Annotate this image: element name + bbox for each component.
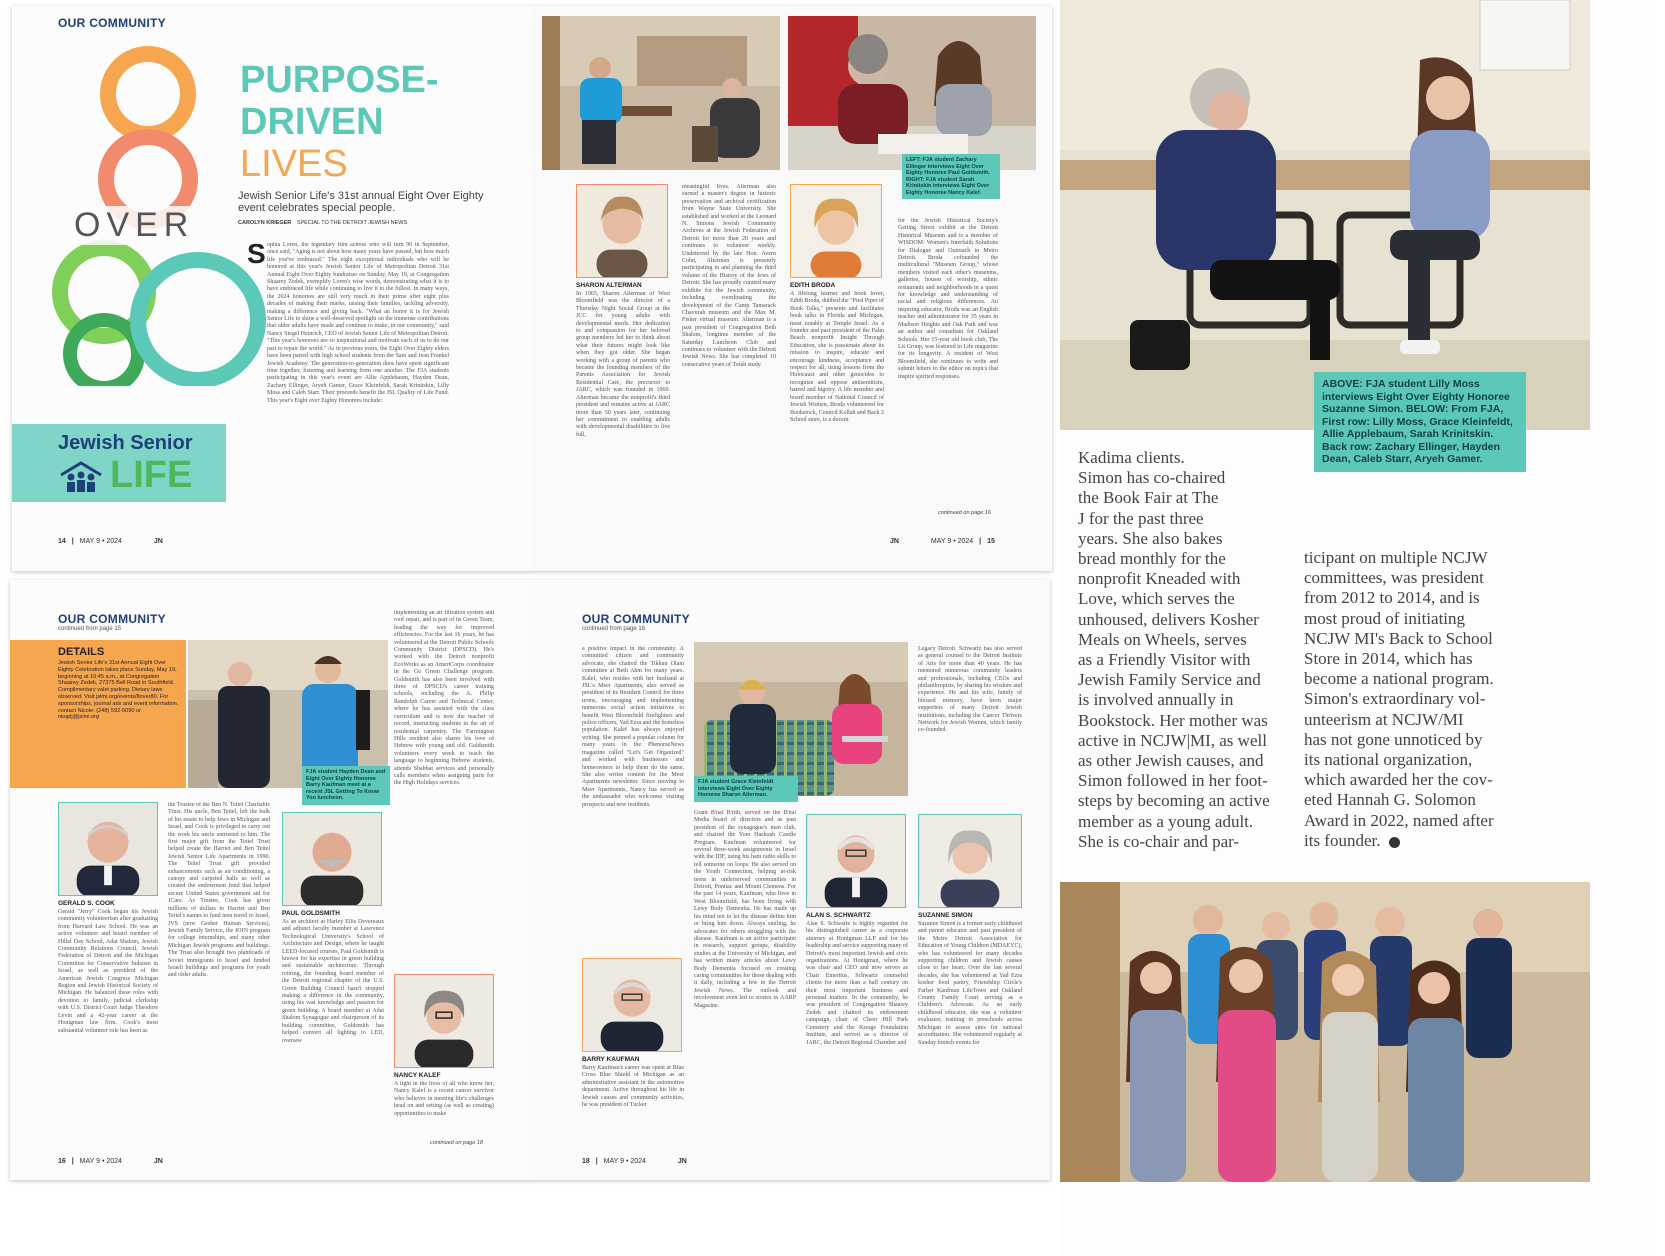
- folio-date: MAY 9 • 2024: [79, 1158, 122, 1165]
- bio-paul-col2: implementing an air filtration system and roof repair, and is part of its Green Team, leading the way for improved efficiencies. For the last 16 years, he has volunteered at the Detroit Public Schools Community District (DPSCD). He's worked with the Detroit nonprofit EcoWorks as an AmeriCorps coordinator in the Go Green Challenge program. Goldsmith has also been involved with three of DPSCD's career training schools, including the A. Philip Randolph Career and Technical Center, where he has assisted with the class curriculum and is now the teacher of record, instructing students in the art of residential carpentry. The Farmington Hills resident also shares his love of Hebrew with young and old. Goldsmith volunteers every week to teach the language to beginning Hebrew students, attends Shabbat services and personally calls members when assigning parts for the High Holidays services.: [394, 610, 494, 787]
- byline: [238, 220, 407, 226]
- left-col-line: as other Jewish causes, and: [1078, 751, 1264, 771]
- page-15: [532, 6, 1052, 571]
- continued-from: continued from page 15: [58, 626, 122, 632]
- right-col-line: its founder.: [1304, 830, 1381, 850]
- photo-caption-above-below: ABOVE: FJA student Lilly Moss interviews Eight Over Eighty Honoree Suzanne Simon. BELOW: From FJA, First row: Lilly Moss, Grace Kleinfeldt, Allie Applebaum, Sarah Krinitskin. Back row: Zachary Ellinger, Hayden Dean, Caleb Starr, Aryeh Gamer.: [1314, 372, 1526, 472]
- bio-alan-col2: Legacy Detroit. Schwartz has also served as general counsel to the Detroit Institute of Arts for more than 40 years. He has mentored numerous community leaders and professionals, including CEOs and philanthropists, by sharing his wisdom and experience. He and his wife, family of blessed memory, have been major supporters of many Detroit Jewish institutions, including the Cancer Thrivers Network for Jewish Women, which family co-founded.: [918, 646, 1022, 734]
- spread-pages-16-18: [10, 580, 1050, 1180]
- bio-nancy-col2: a positive impact in the community. A committed citizen and community advocate, she chaired the Tikkun Olam committee at Beth Ahm for many years. Kalef, who resides with her husband at JSL's Meer Apartments, also served as president of its Resident Council for three terms, encouraging and implementing numerous social action initiatives to benefit West Bloomfield firefighters and police officers, Yad Ezra and the homeless population. Kalef has always enjoyed writing. She penned a popular column for many years in the PhenomeNews magazine called "Let's Get Organized" and worked with businesses and homeowners to help them do the same. She also writes content for the Meer Apartments newsletter. Since moving to Meer Apartments, Nancy has served as the ambassador who welcomes visiting prospects and new residents.: [582, 646, 684, 808]
- bio-gerald-col2: the Trustee of the Ben N. Teitel Charitable Trust. His uncle, Ben Teitel, left the bulk of his estate to help Jews in Michigan and Israel, and Cook is privileged to carry out the work his uncle entrusted to him. The first major gift from the Teitel Trust helped create the Harriet and Ben Teitel Jewish Senior Life Apartments in 1990. The Teitel Trust gift provided enhancements such as air conditioning, a canopy and carpeted halls as well as created the endowment fund that helped secure United States government aid for JCare. As Trustee, Cook has given millions of dollars to Harriet and Ben Teitel's names to fund teen travel to Israel, JVS (now Gesher Human Services), Jewish Family Service, the JOIN program for college internships, and many other Michigan Jewish programs and buildings. The Trust also brought two plantloads of Soviet immigrants to Israel and funded Israeli buildings and programs for youth and older adults.: [168, 802, 270, 979]
- continued-on-page: continued on page 18: [430, 1140, 483, 1146]
- name-gerald-cook: GERALD S. COOK: [58, 900, 115, 907]
- right-col-line: its national organization,: [1304, 750, 1473, 770]
- right-col-line: most proud of initiating: [1304, 608, 1466, 628]
- right-col-line: become a national program.: [1304, 669, 1494, 689]
- section-label: OUR COMMUNITY: [582, 612, 690, 626]
- right-col-line: which awarded her the cov-: [1304, 770, 1493, 790]
- right-col-line: Award in 2022, named after: [1304, 810, 1494, 830]
- logo-over-word: OVER: [74, 206, 195, 244]
- photo-fja-students-group: [1060, 882, 1590, 1182]
- folio-right: 18 | MAY 9 • 2024 JN: [582, 1158, 687, 1165]
- right-col-line: Store in 2014, which has: [1304, 649, 1473, 669]
- folio-date: MAY 9 • 2024: [79, 538, 122, 545]
- left-col-line: J for the past three: [1078, 508, 1204, 528]
- portrait-barry-kaufman: [582, 958, 682, 1052]
- left-col-line: Simon followed in her foot-: [1078, 771, 1268, 791]
- headline-line-2: DRIVEN: [240, 101, 384, 143]
- folio-number: 14: [58, 538, 66, 545]
- name-alan-schwartz: ALAN S. SCHWARTZ: [806, 912, 871, 919]
- left-col-line: years. She also bakes: [1078, 528, 1223, 548]
- jn-logo: JN: [153, 1158, 163, 1165]
- left-col-line: member as a young adult.: [1078, 811, 1254, 831]
- bio-sharon-col1: In 1965, Sharon Alterman of West Bloomfield was the director of a Thursday Night Social Group at the JCC for young adults with developmental needs. Her dedication to and compassion for her beloved group members led her to think about what their futures might look like when they got older. She began working with a group of parents who became the founding members of the Parents Association for Jewish Residential Care, the precursor to JARC, which was founded in 1969. Alterman became the nonprofit's third president and remains active at JARC more than 50 years later, continuing her commitment to enabling adults with developmental disabilities to live full,: [576, 291, 670, 438]
- section-label: OUR COMMUNITY: [58, 16, 166, 30]
- bio-edith-col1: A lifelong learner and book lover, Edith Broda, dubbed the "Pied Piper of Book Talks," presents and facilitates book talks in Florida and Michigan, most notably at Temple Israel. As a founder and past president of the Palm Beach nonprofit Insight Through Education, she is passionate about its mission to inspire, educate and encourage kindness, acceptance and respect for all, using lessons from the Holocaust and other genocides to recognize and oppose antisemitism, hatred and bigotry. A life member and board member of National Council of Jewish Women, Broda volunteered for Bookstock, Council Kollab and Back 2 School store, is a docent: [790, 291, 884, 423]
- left-col-line: the Book Fair at The: [1078, 488, 1219, 508]
- page-18: [532, 580, 1050, 1180]
- deck: Jewish Senior Life's 31st annual Eight Over Eighty event celebrates special people.: [238, 190, 484, 214]
- name-nancy-kalef: NANCY KALEF: [394, 1072, 441, 1079]
- folio-left: 16 | MAY 9 • 2024 JN: [58, 1158, 163, 1165]
- left-col-line: Simon has co-chaired: [1078, 468, 1226, 488]
- photo-caption-hayden-barry: FJA student Hayden Dean and Eight Over Eighty Honoree Barry Kaufman meet at a recent JSL Getting To Know You luncheon.: [302, 766, 390, 805]
- bio-gerald-col1: Gerald "Jerry" Cook began his Jewish community volunteerism after graduating from Harvard Law School. He was an active volunteer and board member of Hillel Day School, Adat Shalom, Jewish Community Relations Council, Jewish Federation of Detroit and the Michigan Committee for Conservative Judaism in Israel, as well as president of the American Jewish Congress Michigan Region and Jewish Historical Society of Michigan. He balanced these roles with devotion to family, judicial clerkship with U.S. District Court Judge Theodore Levin and a 42-year career at the Honigman law firm. Cook's most substantial volunteer role has been as: [58, 909, 158, 1034]
- left-col-line: bread monthly for the: [1078, 549, 1226, 569]
- jewish-senior-life-brand: [12, 424, 226, 502]
- name-edith-broda: EDITH BRODA: [790, 282, 836, 289]
- jn-logo: JN: [153, 538, 163, 545]
- right-col-line: unteerism at NCJW/MI: [1304, 709, 1464, 729]
- bio-sharon-col2: meaningful lives. Alterman also earned a master's degree in historic preservation and archival certification from Wayne State University. She established and worked at the Leonard N. Simons Jewish Community Archives at the Jewish Federation of Detroit for more than 20 years and continues to volunteer weekly. Undeterred by the late Hon. Avern Cohn, Alterman is presently participating in and planning the third volume of the History of the Jews of Detroit. She has proudly curated many exhibits for the Jewish community, including coordinating the development of the Camp Tamarack Chavurah museum and the Max M. Fisher virtual museum. Alterman is a past president of Congregation Beth Shalom, longtime member of the Saturday Luncheon Club and continues to volunteer with the Detroit Jewish News. She has completed 10 consecutive years of Torah study.: [682, 184, 776, 368]
- folio-number: 15: [987, 538, 995, 545]
- portrait-alan-schwartz: [806, 814, 906, 908]
- details-body: Jewish Senior Life's 31st Annual Eight Over Eighty Celebration takes place Sunday, May 19, beginning at 10:45 a.m., at Congregation Shaarey Zedek, 27375 Bell Road in Southfield. Complimentary valet parking. Dietary laws observed. Visit jslmi.org/events/8over80. For sponsorships, journal ads and event information, contact Nicole: (248) 592-5090 or nkuplj@jslmi.org: [58, 660, 179, 721]
- bio-suzanne-col1: Suzanne Simon is a former early childhood and parent educator and past president of the Metro Detroit Association for Education of Young Children (MDAEYC), who has volunteered for many decades supporting children and Jewish causes close to her heart. Over the last several decades, she has volunteered at Yad Ezra kosher food pantry, Friendship Circle's Farber Kaufman LifeTown and Oakland County Family Court serving as a Children's Advocate. As an early childhood educator, she was a volunteer evaluator, training to preschools across Michigan to assess sites for national accreditation. She volunteered regularly at Sunday brunch events for: [918, 921, 1022, 1046]
- left-col-line: nonprofit Kneaded with: [1078, 569, 1241, 589]
- brand-top-text: Jewish Senior: [58, 432, 193, 454]
- article-intro-body: ophia Loren, the legendary film actress who will turn 90 in September, once said, "Aging is not about how many years have passed, but how much life you've embraced." The eight exceptional individuals who will be honored at this year's Jewish Senior Life of Metropolitan Detroit 31st Annual Eight Over Eighty fundraiser on Sunday, May 19, at Congregation Shaarey Zedek, exemplify Loren's wise words, demonstrating what it is to have embraced life while continuing to live it to the fullest. In many ways, the 2024 honorees are still very much in their prime after eight plus decades of making their marks, raising their families, tackling adversity, making a difference and giving back. "What an honor it is for Jewish Senior Life to shine a well-deserved spotlight on the immense contributions that older adults have made and continue to make, in our community," said Nancy Siegel Heinrich, CEO of Jewish Senior Life of Metropolitan Detroit. "This year's honorees are so inspirational and motivate each of us to do our part to repair the world." As in previous years, the Eight Over Eighty elders have been paired with high school students from the Sam and Jean Frankel Jewish Academy. The generation-to-generation duos have spent significant time together, listening and learning from one another. The FJA students participating in this year's event are Allie Applebaum, Hayden Dean, Zachary Ellinger, Aryeh Gamer, Grace Kleinfeldt, Sarah Krinitskin, Lilly Moss and Caleb Starr. Their proceeds benefit the JSL Quality of Life Fund. This year's Eight over Eighty Honorees include:: [267, 242, 449, 404]
- headline-line-1: PURPOSE-: [240, 59, 439, 101]
- folio-number: 16: [58, 1158, 66, 1165]
- byline-author: CAROLYN KRIEGER: [238, 220, 292, 226]
- photo-grace-sharon: [694, 642, 908, 796]
- right-col-line: Simon's extraordinary vol-: [1304, 689, 1486, 709]
- folio-date: MAY 9 • 2024: [930, 538, 974, 545]
- folio-right: JN MAY 9 • 2024 | 15: [890, 538, 995, 545]
- left-col-line: as a Friendly Visitor with: [1078, 650, 1251, 670]
- spread-pages-14-15: [12, 6, 1052, 571]
- bio-edith-col2: for the Jewish Historical Society's Getting Street exhibit at the Detroit Historical Museum and is a member of WISDOM: Women's Interfaith Solutions for Dialogue and Outreach in Metro Detroit. Broda cofounded the multicultural "Museum Group," whose members visited each other's museums, galleries, houses of worship, ethnic restaurants and neighborhoods in a quest for knowledge and understanding of racial and religious differences. An inspiring educator, Broda was an English teacher and administrator for 35 years in Madison Heights and Oak Park and was an author and consultant for Oakland Schools. Her 15-year old book club, The Lit Group, was featured in Life magazine for its longevity. A resident of West Bloomfield, she continues to write and submit letters to the editor on topics that inspire spirited responses.: [898, 218, 998, 380]
- continued-on-page: continued on page 16: [938, 510, 991, 516]
- section-label: OUR COMMUNITY: [58, 612, 166, 626]
- left-col-line: unhoused, delivers Kosher: [1078, 609, 1259, 629]
- left-col-line: is involved annually in: [1078, 690, 1234, 710]
- portrait-sharon-alterman: [576, 184, 668, 278]
- headline-line-3: LIVES: [240, 143, 348, 185]
- bio-alan-col1: Alan S. Schwartz is highly regarded for his distinguished career as a corporate attorney at Honigman LLP and for his leadership and service supporting many of Detroit's most important Jewish and civic organizations. At Honigman, where he was chair and CEO and now serves as Chair Emeritus, Schwartz counseled clients for more than a half century on their most important business and personal matters. In the community, he was president of Congregation Shaarey Zedek and chaired its endowment campaign, chair of Cheer Hill Park Cemetery and the Kresge Foundation Institute, and served as a director of JARC, the Detroit Regional Chamber and: [806, 921, 908, 1046]
- jn-logo: JN: [890, 538, 899, 545]
- last-line-wrap: [1304, 831, 1554, 851]
- name-sharon-alterman: SHARON ALTERMAN: [576, 282, 642, 289]
- family-icon: [58, 460, 104, 494]
- details-heading: DETAILS: [58, 646, 105, 658]
- photo-lilly-suzanne: [1060, 0, 1590, 430]
- closeup-right-column: [1304, 548, 1554, 851]
- name-paul-goldsmith: PAUL GOLDSMITH: [282, 910, 340, 917]
- details-box: [10, 640, 186, 788]
- right-col-line: eted Hannah G. Solomon: [1304, 790, 1476, 810]
- portrait-paul-goldsmith: [282, 812, 382, 906]
- folio-left: 14 | MAY 9 • 2024 JN: [58, 538, 163, 545]
- right-col-line: ticipant on multiple NCJW: [1304, 548, 1488, 567]
- left-col-line: active in NCJW|MI, as well: [1078, 730, 1267, 750]
- bio-paul-col1: As an architect at Harley Ellis Devereaux and adjunct faculty member at Lawrence Technological University's School of Architecture and Design, where he taught LEED-focused courses, Paul Goldsmith is known for his expertise in green building and sustainable architecture. Through retiring, the founding board member of the Detroit regional chapter of the U.S. Green Building Council hasn't stopped making a difference in the community, using his vast knowledge and passion for green building. A board member at Adat Shalom Synagogue and chairperson of its building committee, Goldsmith has helped convert all lighting to LED, oversaw: [282, 919, 384, 1044]
- portrait-suzanne-simon: [918, 814, 1022, 908]
- name-suzanne-simon: SUZANNE SIMON: [918, 912, 973, 919]
- folio-number: 18: [582, 1158, 590, 1165]
- continued-from: continued from page 16: [582, 626, 646, 632]
- portrait-gerald-cook: [58, 802, 158, 896]
- left-col-line: Jewish Family Service and: [1078, 670, 1261, 690]
- bio-barry-col2: Grant B'nai B'rith, served on the B'nai Media board of directors and as past president of the synagogue's men club, and chaired the Yom Hashoah Candle Program. Kaufman volunteered for several three-week assignments in Israel with the IDF, using his ham radio skills to tell someone on loops. He also served on the Youth Connection, helping at-risk teens in underserved communities in Detroit, Pontiac and Mount Clemens. For the past 14 years, Kaufman, who lives in West Bloomfield, has been living with Lewy Body Dementia. He has made up his mind not to let the disease define him or bring him down. Always smiling, he advocates for others struggling with the disease. Kaufman is an active participant in research, support groups, disability studies at the University of Michigan, and has written many articles about Lewy Body Dementia focused on creating caring communities for those dealing with it daily, including a few in the Detroit Jewish News. The outlook and involvement even led to stories in AARP Magazine.: [694, 810, 796, 1009]
- closeup-left-column: [1078, 448, 1298, 852]
- jn-logo: JN: [677, 1158, 687, 1165]
- photo-zachary-paul: [542, 16, 780, 170]
- page-16: [10, 580, 528, 1180]
- portrait-nancy-kalef: [394, 974, 494, 1068]
- brand-bottom-text: LIFE: [110, 454, 193, 496]
- left-col-line: Meals on Wheels, serves: [1078, 629, 1247, 649]
- name-barry-kaufman: BARRY KAUFMAN: [582, 1056, 640, 1063]
- right-col-line: committees, was president: [1304, 568, 1484, 588]
- bio-barry-col1: Barry Kaufman's career was spent at Blue Cross Blue Shield of Michigan as an administrative assistant in the automotive department. Active throughout his life in Jewish causes and community activities, he was president of Tucker: [582, 1065, 684, 1109]
- photo-sarah-nancy: [788, 16, 1036, 170]
- closeup-page: [1060, 0, 1655, 1256]
- right-col-line: NCJW MI's Back to School: [1304, 628, 1493, 648]
- page-14: [12, 6, 532, 571]
- bio-nancy-col1: A light in the lives of all who know her, Nancy Kalef is a recent cancer survivor who believes in meeting life's challenges head on and setting (as well as creating) opportunities to make: [394, 1081, 494, 1117]
- left-col-line: Bookstock. Her mother was: [1078, 710, 1268, 730]
- folio-date: MAY 9 • 2024: [603, 1158, 646, 1165]
- photo-caption-grace-sharon: FJA student Grace Kleinfeldt interviews Eight Over Eighty Honoree Sharon Alterman.: [694, 776, 798, 802]
- left-col-line: Love, which serves the: [1078, 589, 1235, 609]
- left-col-line: steps by becoming an active: [1078, 791, 1270, 811]
- right-col-line: has not gone unnoticed by: [1304, 729, 1483, 749]
- byline-role: SPECIAL TO THE DETROIT JEWISH NEWS: [296, 220, 408, 226]
- end-mark-icon: [1389, 837, 1400, 848]
- right-col-line: from 2012 to 2014, and is: [1304, 588, 1480, 608]
- dropcap: S: [247, 238, 266, 269]
- left-col-line: Kadima clients.: [1078, 448, 1185, 467]
- left-col-line: She is co-chair and par-: [1078, 831, 1240, 851]
- photo-caption-top: LEFT: FJA student Zachary Ellinger interviews Eight Over Eighty Honoree Paul Goldsmith. RIGHT: FJA student Sarah Krinitskin interviews Eight Over Eighty Honoree Nancy Kalef.: [902, 154, 1000, 199]
- portrait-edith-broda: [790, 184, 882, 278]
